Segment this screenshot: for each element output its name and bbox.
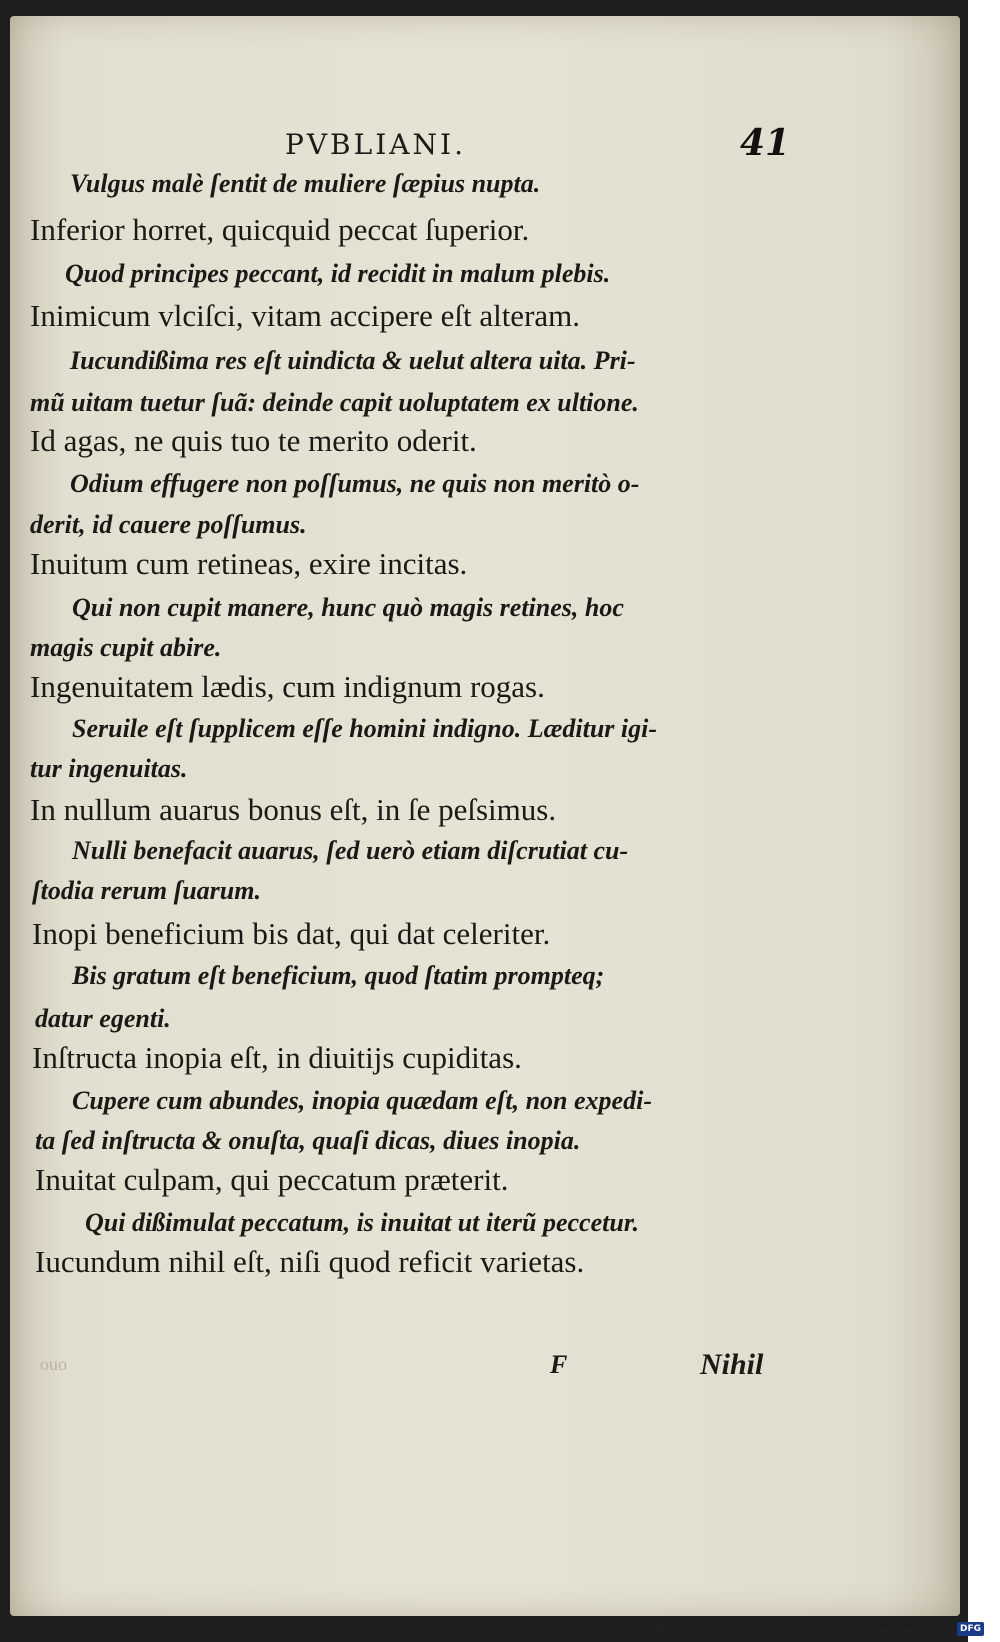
text-line: Inimicum vlciſci, vitam accipere eſt alteram. [30, 298, 581, 333]
text-line: Odium effugere non poſſumus, ne quis non meritò o- [70, 469, 640, 498]
text-line: Id agas, ne quis tuo te merito oderit. [30, 423, 477, 458]
book-page [10, 16, 960, 1616]
catchword: Nihil [700, 1348, 764, 1381]
text-line: Vulgus malè ſentit de muliere ſæpius nupta. [70, 169, 541, 198]
text-line: Inuitum cum retineas, exire incitas. [30, 546, 468, 581]
credit-text: Digitalisierung gefördert durch die Deutsche Forschungsgemeinschaft - [557, 1622, 951, 1636]
page-footer [10, 1346, 960, 1396]
text-line: ta ſed inſtructa & onuſta, quaſi dicas, diues inopia. [35, 1126, 581, 1155]
text-line: Qui non cupit manere, hunc quò magis retines, hoc [72, 593, 624, 622]
text-line: In nullum auarus bonus eſt, in ſe peſsimus. [30, 792, 557, 827]
text-line: Bis gratum eſt beneficium, quod ſtatim prompteq; [72, 961, 605, 990]
text-line: Inuitat culpam, qui peccatum præterit. [35, 1162, 509, 1197]
page-number: 41 [740, 122, 791, 164]
text-line: Nulli benefacit auarus, ſed uerò etiam diſcrutiat cu- [72, 836, 629, 865]
text-line: Inſtructa inopia eſt, in diuitijs cupiditas. [32, 1040, 522, 1075]
text-line: Qui dißimulat peccatum, is inuitat ut iterũ peccetur. [85, 1208, 639, 1237]
credit-bar [558, 1619, 984, 1639]
text-line: ſtodia rerum ſuarum. [32, 876, 261, 905]
bleed-through-text: ouo [40, 1354, 67, 1374]
text-line: Inopi beneficium bis dat, qui dat celeriter. [32, 916, 551, 951]
text-line: Seruile eſt ſupplicem eſſe homini indigno. Læditur igi- [72, 714, 657, 743]
text-line: tur ingenuitas. [30, 754, 188, 783]
text-line: magis cupit abire. [30, 633, 222, 662]
text-line: datur egenti. [35, 1004, 171, 1033]
text-line: Iucundißima res eſt uindicta & uelut altera uita. Pri- [70, 346, 636, 375]
text-line: Ingenuitatem lædis, cum indignum rogas. [30, 669, 545, 704]
text-line: Quod principes peccant, id recidit in malum plebis. [65, 259, 611, 288]
running-head: PVBLIANI. [285, 128, 466, 161]
text-line: Cupere cum abundes, inopia quædam eſt, non expedi- [72, 1086, 652, 1115]
signature-mark: F [550, 1350, 568, 1379]
dfg-logo: DFG [957, 1622, 984, 1636]
text-line: Inferior horret, quicquid peccat ſuperior. [30, 212, 530, 247]
text-line: Iucundum nihil eſt, niſi quod reficit varietas. [35, 1244, 585, 1279]
text-line: derit, id cauere poſſumus. [30, 510, 307, 539]
text-line: mũ uitam tuetur ſuã: deinde capit uoluptatem ex ultione. [30, 388, 639, 417]
